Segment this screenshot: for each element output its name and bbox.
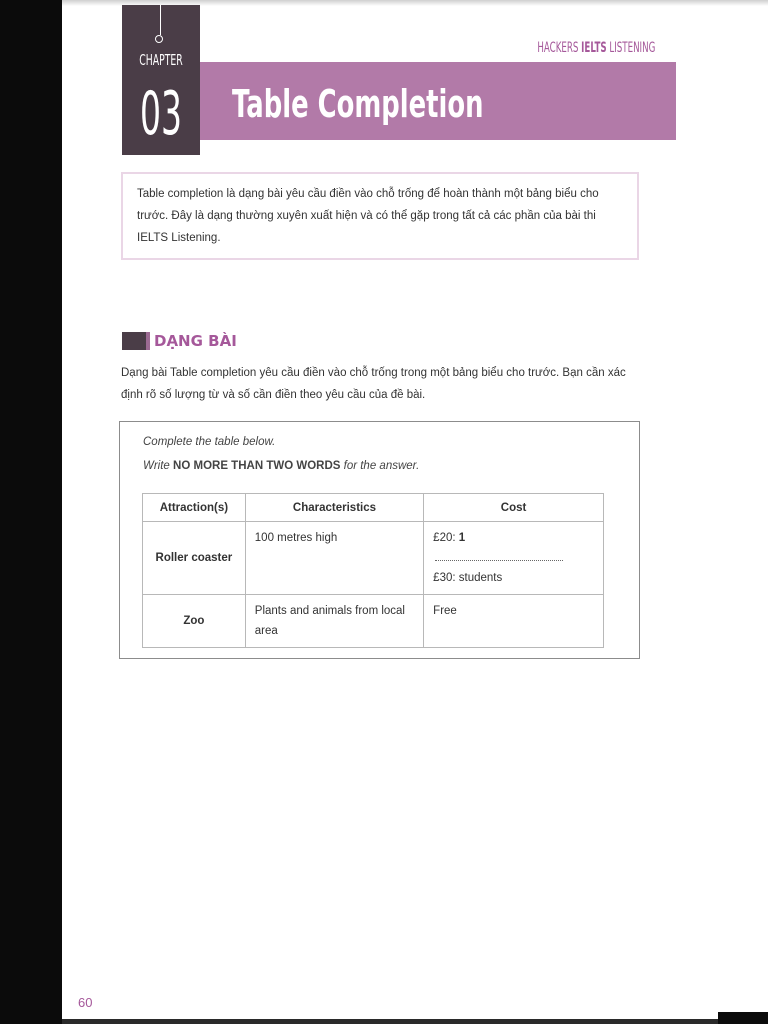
table-header-characteristics: Characteristics (245, 494, 423, 522)
running-header-brand: IELTS (580, 40, 607, 56)
cost-price: £20: (433, 532, 456, 544)
table-cell-characteristics: 100 metres high (245, 522, 423, 595)
cost-students: £30: students (433, 572, 503, 584)
instruction-suffix: for the answer. (343, 460, 420, 472)
section-marker-icon (122, 332, 146, 350)
scan-border-bottom (62, 1019, 768, 1024)
table-header-attraction: Attraction(s) (143, 494, 246, 522)
scan-corner-block (718, 1012, 768, 1024)
running-header-section: LISTENING (609, 40, 655, 56)
section-body-text: Dạng bài Table completion yêu cầu điền vào chỗ trống trong một bảng biểu cho trước. Bạn cần xác định rõ số lượng từ và số cần điền theo yêu cầu của đề bài. (121, 367, 626, 401)
running-header (537, 40, 655, 56)
bookmark-string (160, 5, 161, 35)
section-heading (122, 332, 237, 350)
table-cell-attraction: Zoo (143, 595, 246, 648)
intro-text: Table completion là dạng bài yêu cầu điền vào chỗ trống để hoàn thành một bảng biểu cho trước. Đây là dạng thường xuyên xuất hiện và có thể gặp trong tất cả các phần của bài thi IELTS Listening. (137, 188, 599, 244)
chapter-number: 03 (139, 79, 182, 149)
answer-blank[interactable] (435, 550, 563, 561)
instruction-line-2 (143, 460, 419, 472)
table-cell-attraction: Roller coaster (143, 522, 246, 595)
chapter-tab (122, 5, 200, 155)
example-box (119, 421, 640, 659)
table-header-row (143, 494, 604, 522)
bookmark-ring-icon (155, 35, 163, 43)
scan-border-left (0, 0, 62, 1024)
table-header-cost: Cost (424, 494, 604, 522)
instruction-line-1: Complete the table below. (143, 436, 276, 448)
table-cell-characteristics: Plants and animals from local area (245, 595, 423, 648)
table-cell-cost (424, 522, 604, 595)
running-header-series: HACKERS (536, 40, 579, 56)
table-cell-cost: Free (424, 595, 604, 648)
intro-box (121, 172, 639, 260)
table-row (143, 522, 604, 595)
chapter-label: CHAPTER (139, 51, 183, 69)
page-title: Table Completion (232, 82, 484, 126)
blank-number: 1 (458, 532, 466, 544)
table-row (143, 595, 604, 648)
instruction-write: Write (143, 460, 170, 472)
page-number: 60 (78, 995, 93, 1010)
completion-table (142, 493, 604, 648)
section-heading-label: DẠNG BÀI (154, 332, 237, 350)
instruction-word-limit: NO MORE THAN TWO WORDS (173, 460, 341, 472)
section-marker-accent (146, 332, 150, 350)
